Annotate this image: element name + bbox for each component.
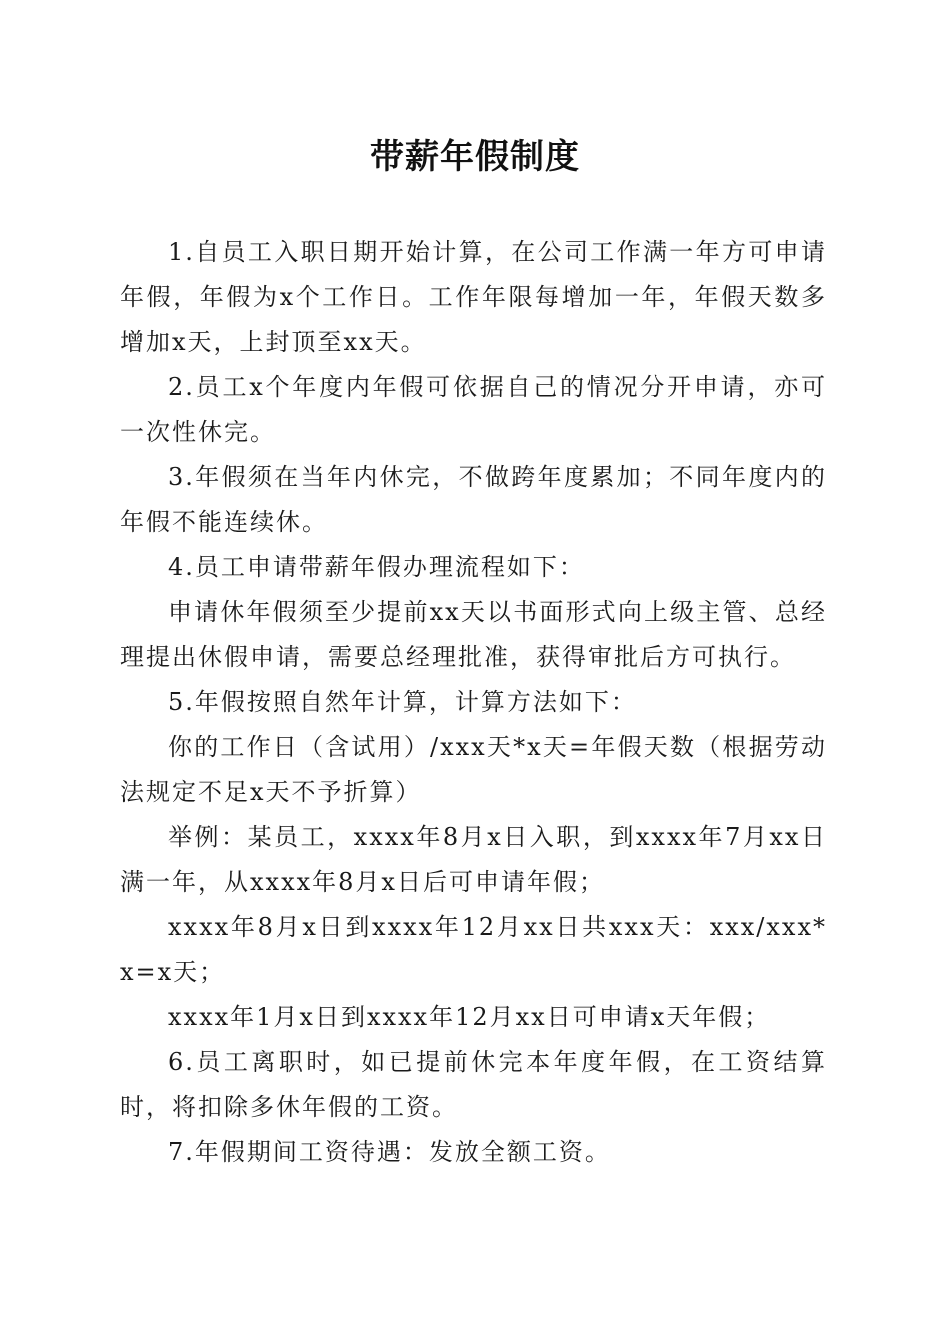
paragraph-4-detail: 申请休年假须至少提前xx天以书面形式向上级主管、总经理提出休假申请，需要总经理批准，获得审批后方可执行。 xyxy=(120,598,827,671)
document-body xyxy=(120,230,827,1175)
paragraph-5-example-calc-1: xxxx年8月x日到xxxx年12月xx日共xxx天：xxx/xxx*x=x天； xyxy=(120,913,827,986)
paragraph-6: 6.员工离职时，如已提前休完本年度年假，在工资结算时，将扣除多休年假的工资。 xyxy=(120,1048,827,1121)
paragraph-5-example-calc-2: xxxx年1月x日到xxxx年12月xx日可申请x天年假； xyxy=(168,1003,771,1031)
paragraph-7: 7.年假期间工资待遇：发放全额工资。 xyxy=(168,1138,611,1166)
paragraph-5-formula: 你的工作日（含试用）/xxx天*x天=年假天数（根据劳动法规定不足x天不予折算） xyxy=(120,733,827,806)
paragraph-5: 5.年假按照自然年计算，计算方法如下： xyxy=(168,688,637,716)
paragraph-4: 4.员工申请带薪年假办理流程如下： xyxy=(168,553,585,581)
paragraph-5-example: 举例：某员工，xxxx年8月x日入职，到xxxx年7月xx日满一年，从xxxx年8月x日后可申请年假； xyxy=(120,823,827,896)
paragraph-1: 1.自员工入职日期开始计算，在公司工作满一年方可申请年假，年假为x个工作日。工作年限每增加一年，年假天数多增加x天，上封顶至xx天。 xyxy=(120,238,827,356)
document-title: 带薪年假制度 xyxy=(370,137,580,177)
paragraph-2: 2.员工x个年度内年假可依据自己的情况分开申请，亦可一次性休完。 xyxy=(120,373,827,446)
paragraph-3: 3.年假须在当年内休完，不做跨年度累加；不同年度内的年假不能连续休。 xyxy=(120,463,827,536)
